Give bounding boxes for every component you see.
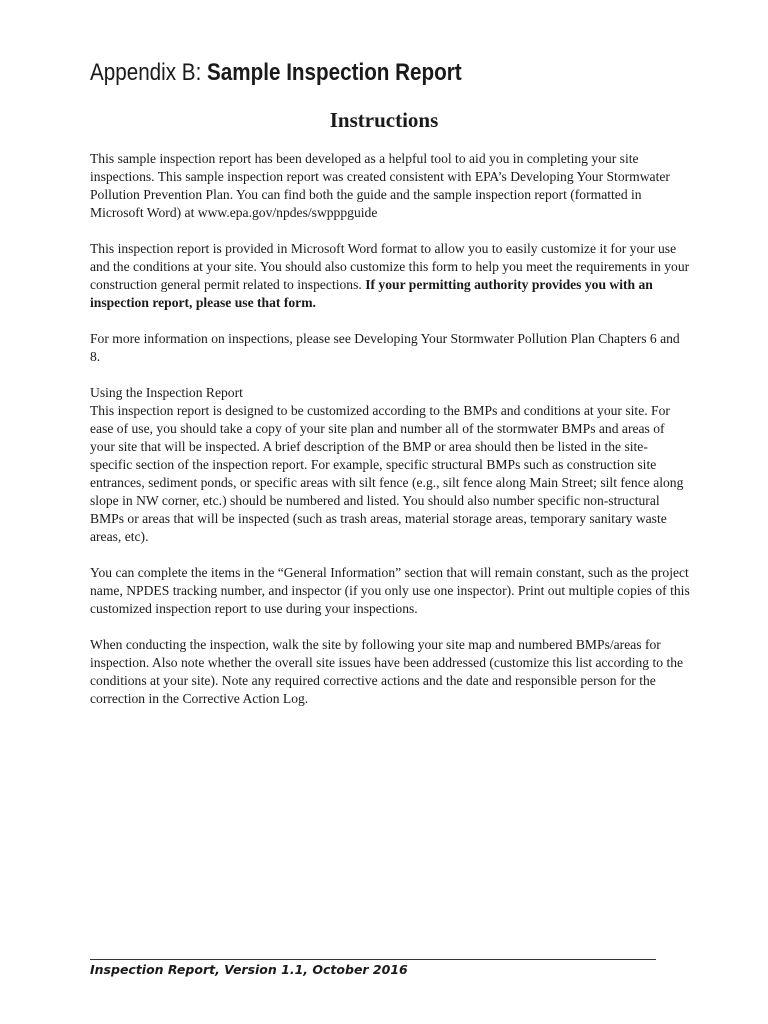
using-report-subheading: Using the Inspection Report [90,385,243,400]
footer-text: Inspection Report, Version 1.1, October 2016 [90,962,408,977]
permitting-authority-note: If your permitting authority provides you with an inspection report, please use that form. [90,277,653,310]
body-text [90,150,690,726]
intro-paragraph: This sample inspection report has been developed as a helpful tool to aid you in completing your site inspections. This sample inspection report was created consistent with EPA’s Developing Your Stormwater Pollution Prevention Plan. You can find both the guide and the sample inspection report (formatted in Microsoft Word) at www.epa.gov/npdes/swpppguide [90,151,670,220]
section-title: Instructions [329,108,439,132]
footer-divider [90,959,656,960]
appendix-title: Sample Inspection Report [207,59,462,86]
appendix-label: Appendix B: [90,59,202,86]
word-format-paragraph [90,240,690,312]
customization-paragraph: This inspection report is designed to be customized according to the BMPs and conditions at your site. For ease of use, you should take a copy of your site plan and number all of the stormwater BMPs and areas of your site that will be inspected. A brief description of the BMP or area should then be listed in the site-specific section of the inspection report. For example, specific structural BMPs such as construction site entrances, sediment ponds, or specific areas with silt fence (e.g., silt fence along Main Street; silt fence along slope in NW corner, etc.) should be numbered and listed. You should also number specific non-structural BMPs or areas that will be inspected (such as trash areas, material storage areas, temporary sanitary waste areas, etc). [90,403,684,544]
conducting-inspection-paragraph: When conducting the inspection, walk the site by following your site map and numbered BMPs/areas for inspection. Also note whether the overall site issues have been addressed (customize this list according to the conditions at your site). Note any required corrective actions and the date and responsible person for the correction in the Corrective Action Log. [90,637,684,706]
appendix-heading [90,58,462,88]
more-info-paragraph: For more information on inspections, please see Developing Your Stormwater Pollution Plan Chapters 6 and 8. [90,331,680,364]
general-info-paragraph: You can complete the items in the “General Information” section that will remain constant, such as the project name, NPDES tracking number, and inspector (if you only use one inspector). Print out multiple copies of this customized inspection report to use during your inspections. [90,565,690,616]
word-format-text: This inspection report is provided in Microsoft Word format to allow you to easily customize it for your use and the conditions at your site. You should also customize this form to help you meet the requirements in your construction general permit related to inspections. [90,241,690,292]
